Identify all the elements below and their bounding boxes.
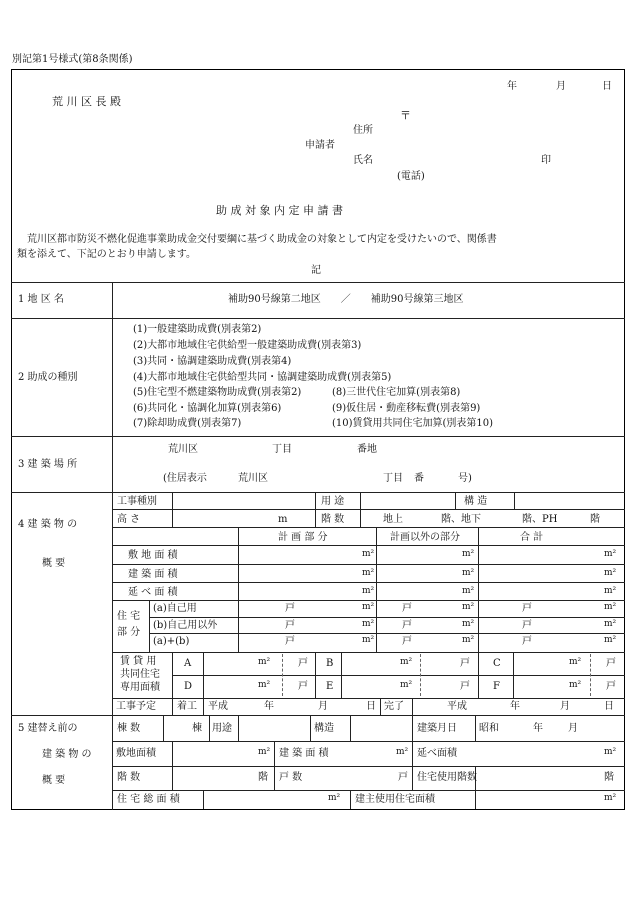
m2-unit: m² [462,568,475,578]
day-unit: 日 [604,701,614,712]
rental-label-3: 専用面積 [120,682,160,693]
name-label: 氏名 [353,155,373,166]
owner-housing-area-label: 建主使用住宅面積 [355,794,435,805]
subsidy-item: (5)住宅型不燃建築物助成費(別表第2) [133,387,302,398]
m2-unit: m² [362,586,375,596]
ko-unit: 戸 [522,603,532,614]
rental-c: C [493,658,501,669]
m2-unit: m² [362,635,375,645]
total-housing-area-label: 住 宅 総 面 積 [117,794,180,805]
m2-unit: m² [258,747,271,757]
own-use-label: (a)自己用 [153,603,197,614]
ko-unit: 戸 [522,620,532,631]
ko-unit: 戸 [402,620,412,631]
address-label: 住所 [353,125,373,136]
postal-mark: 〒 [400,109,411,122]
ko-unit: 戸 [285,603,295,614]
year-unit: 年 [533,723,543,734]
building-label: 4 建 築 物 の [18,519,78,530]
ko-unit: 戸 [285,620,295,631]
subsidy-item: (7)除却助成費(別表第7) [133,418,242,429]
location-label: 3 建 築 場 所 [18,459,78,470]
previous-label-1: 5 建替え前の [18,723,78,734]
ward-label: 荒川区 [168,444,198,455]
housing-label: 住 宅 [117,611,141,622]
district-label: 1 地 区 名 [18,294,64,305]
count-label: 棟 数 [117,723,141,734]
m2-unit: m² [462,549,475,559]
ko-unit: 戸 [398,772,408,783]
m2-unit: m² [604,793,617,803]
col-other: 計画以外の部分 [390,532,460,543]
m2-unit: m² [569,680,582,690]
rental-a: A [184,658,192,669]
ko-unit: 戸 [402,636,412,647]
ko-unit: 戸 [285,636,295,647]
building-area-label-2: 建 築 面 積 [279,748,329,759]
floor-area-label-2: 延べ面積 [417,748,457,759]
ko-unit: 戸 [460,681,470,692]
rental-label-2: 共同住宅 [120,669,160,680]
subsidy-item: (1)一般建築助成費(別表第2) [133,324,262,335]
previous-label-3: 概 要 [42,775,66,786]
subsidy-item: (10)賃貸用共同住宅加算(別表第10) [332,418,494,429]
sum-label: (a)+(b) [153,636,190,647]
jukyo-label: (住居表示 [163,473,207,484]
site-area-label-2: 敷地面積 [116,748,156,759]
rental-f: F [493,681,500,692]
build-date-label: 建築月日 [417,723,457,734]
heisei-label: 平成 [208,701,228,712]
year-label: 年 [507,81,517,92]
m2-unit: m² [462,619,475,629]
ko-unit: 戸 [460,658,470,669]
seal-mark: 印 [541,155,551,166]
ko-unit: 戸 [606,658,616,669]
rental-d: D [184,681,193,692]
housing-floors-label: 住宅使用階数 [417,772,477,783]
dash-separator [590,654,591,696]
mune-unit: 棟 [192,723,202,734]
height-unit: m [278,514,288,525]
other-use-label: (b)自己用以外 [153,620,218,631]
aboveground-label: 地上 [383,514,403,525]
height-label: 高 さ [117,514,141,525]
chome-label: 丁目 [272,444,292,455]
housing-label-2: 部 分 [117,627,141,638]
subsidy-item: (2)大都市地域住宅供給型一般建築助成費(別表第3) [133,340,362,351]
floor-unit: 階 [258,772,268,783]
chome-label-2: 丁目 [383,473,403,484]
start-label: 着工 [177,701,197,712]
col-plan: 計 画 部 分 [278,532,328,543]
body-line-2: 類を添えて、下記のとおり申請します。 [17,249,196,260]
complete-label: 完了 [384,701,404,712]
floors-label: 階 数 [321,514,345,525]
month-unit: 月 [318,701,328,712]
body-line-1: 荒川区都市防災不燃化促進事業助成金交付要綱に基づく助成金の対象として内定を受けたいので、関係書 [27,234,497,245]
rental-b: B [326,658,334,669]
col-total: 合 計 [520,532,544,543]
month-label: 月 [556,81,566,92]
ko-unit: 戸 [522,636,532,647]
building-area-label: 建 築 面 積 [128,569,178,580]
m2-unit: m² [400,680,413,690]
showa-label: 昭和 [479,723,499,734]
structure-label: 構 造 [464,496,488,507]
go-label: 号) [458,473,472,484]
phone-label: (電話) [397,171,425,182]
m2-unit: m² [328,793,341,803]
m2-unit: m² [400,657,413,667]
ban-label: 番 [414,473,424,484]
m2-unit: m² [362,549,375,559]
m2-unit: m² [604,568,617,578]
subsidy-type-label: 2 助成の種別 [18,372,78,383]
use-label-2: 用途 [212,723,232,734]
subsidy-item: (9)仮住居・動産移転費(別表第9) [332,403,481,414]
m2-unit: m² [362,619,375,629]
m2-unit: m² [258,657,271,667]
m2-unit: m² [462,635,475,645]
subsidy-item: (8)三世代住宅加算(別表第8) [332,387,461,398]
year-unit: 年 [264,701,274,712]
document-title: 助 成 対 象 内 定 申 請 書 [216,204,343,217]
year-unit: 年 [510,701,520,712]
m2-unit: m² [362,568,375,578]
previous-label-2: 建 築 物 の [42,749,92,760]
ki-label: 記 [311,265,321,276]
m2-unit: m² [569,657,582,667]
ko-unit: 戸 [606,681,616,692]
ko-unit: 戸 [402,603,412,614]
floor-unit: 階 [590,514,600,525]
dash-separator [420,654,421,696]
floor-unit: 階 [604,772,614,783]
m2-unit: m² [396,747,409,757]
dash-separator [282,654,283,696]
m2-unit: m² [604,635,617,645]
ko-unit: 戸 [298,681,308,692]
schedule-label: 工事予定 [116,701,156,712]
addressee: 荒 川 区 長 殿 [52,95,121,108]
m2-unit: m² [604,602,617,612]
subsidy-item: (3)共同・協調建築助成費(別表第4) [133,356,292,367]
month-unit: 月 [568,723,578,734]
m2-unit: m² [462,602,475,612]
ph-label: 階、PH [522,514,558,525]
m2-unit: m² [604,549,617,559]
m2-unit: m² [604,619,617,629]
work-type-label: 工事種別 [117,496,157,507]
site-area-label: 敷 地 面 積 [128,550,178,561]
day-label: 日 [602,81,612,92]
day-unit: 日 [366,701,376,712]
subsidy-item: (4)大都市地域住宅供給型共同・協調建築助成費(別表第5) [133,372,392,383]
heisei-label: 平成 [447,701,467,712]
floor-area-label: 延 べ 面 積 [128,587,178,598]
banchi-label: 番地 [357,444,377,455]
units-label: 戸 数 [279,772,303,783]
district-value: 補助90号線第二地区 ／ 補助90号線第三地区 [228,294,464,305]
use-label: 用 途 [321,496,345,507]
form-label: 別記第1号様式(第8条関係) [12,54,133,65]
basement-label: 階、地下 [441,514,481,525]
m2-unit: m² [604,586,617,596]
structure-label-2: 構造 [314,723,334,734]
ward-label-2: 荒川区 [238,473,268,484]
m2-unit: m² [604,747,617,757]
rental-label-1: 賃 貸 用 [120,656,157,667]
m2-unit: m² [462,586,475,596]
building-label-2: 概 要 [42,558,66,569]
m2-unit: m² [258,680,271,690]
subsidy-item: (6)共同化・協調化加算(別表第6) [133,403,282,414]
floors-label-2: 階 数 [117,772,141,783]
m2-unit: m² [362,602,375,612]
rental-e: E [326,681,334,692]
applicant-label: 申請者 [305,140,335,151]
ko-unit: 戸 [298,658,308,669]
month-unit: 月 [560,701,570,712]
